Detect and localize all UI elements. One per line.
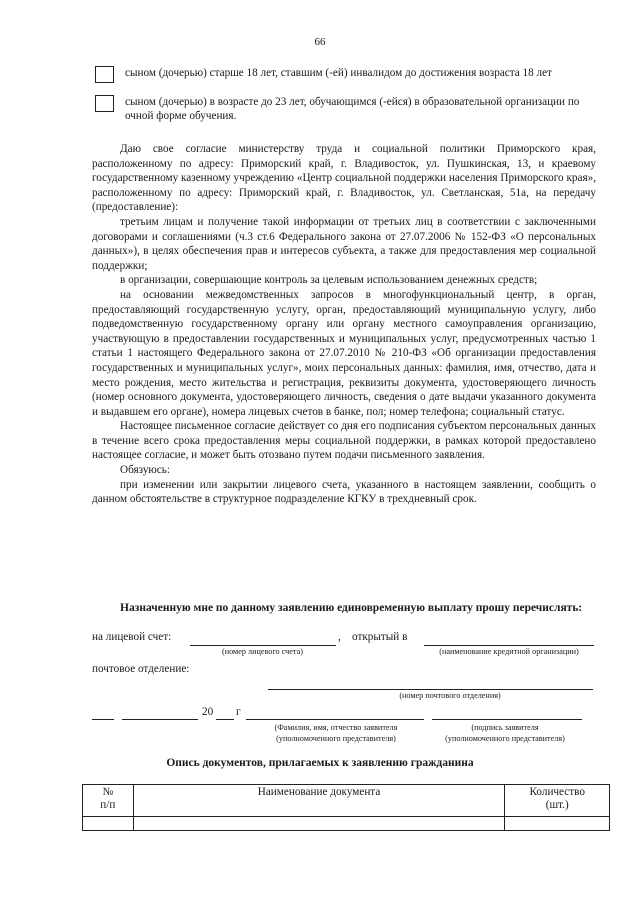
checkbox[interactable] [95,66,114,83]
applicant-signature-field[interactable] [432,719,582,720]
account-caption: (номер лицевого счета) [222,647,303,656]
consent-paragraph: при изменении или закрытии лицевого счета, указанного в настоящем заявлении, сообщить о данном обстоятельстве в структурное подразделение КГКУ в трехдневный срок. [92,478,596,506]
documents-table [82,784,610,831]
name-caption-1: (Фамилия, имя, отчество заявителя [274,723,398,732]
opened-in-label: открытый в [352,631,408,643]
row-number-cell[interactable] [83,817,134,831]
consent-paragraph: Настоящее письменное согласие действует со дня его подписания субъектом персональных данных в течение всего срока предоставления меры социальной поддержки, в рамках которой предоставлено настоящее согласие, и может быть отозвано путем подачи письменного заявления. [92,420,596,462]
col-number-header [83,785,134,817]
bank-name-field[interactable] [424,645,594,646]
bank-caption: (наименование кредитной организации) [439,647,579,656]
date-month-field[interactable] [122,719,198,720]
table-header-row [83,785,610,817]
consent-paragraph: третьим лицам и получение такой информации от третьих лиц в соответствии с заключенными договорами и соглашениями (ч.3 ст.6 Федерального закона от 27.07.2006 № 152-ФЗ «О персональных данных»), в целях обеспечения прав и интересов субъекта, а также для предоставления мер социальной поддержки; [92,215,596,272]
date-year-suffix: г [236,706,241,718]
consent-paragraph: на основании межведомственных запросов в многофункциональный центр, в орган, предоставляющий государственную услугу, орган, предоставляющий муниципальную услугу, либо подведомственную государственному органу или органу местного самоуправления организацию, участвующую в предоставлении государственных и муниципальных услуг, предусмотренных частью 1 статьи 1 настоящего Федерального закона от 27.07.2010 № 210-ФЗ «Об организации предоставления государственных и муниципальных услуг», моих персональных данных: фамилия, имя, отчество, дата и место рождения, место жительства и регистрация, реквизиты документа, удостоверяющего личность (номер основного документа, удостоверяющего личность, сведения о дате выдачи указанного документа и выдавшем его органе), номера лицевых счетов в банке, пол; номер телефона; социальный статус. [92,288,596,418]
col-quantity-header [505,785,610,817]
payment-heading: Назначенную мне по данному заявлению единовременную выплату прошу перечислять: [120,602,583,614]
page-number: 66 [314,36,326,48]
consent-paragraph: Обязуюсь: [120,464,170,477]
sign-caption-2: (уполномоченного представителя) [445,734,565,743]
post-office-label: почтовое отделение: [92,663,190,675]
post-office-field[interactable] [268,689,593,690]
inventory-title: Опись документов, прилагаемых к заявлению гражданина [166,757,474,769]
post-office-caption: (номер почтового отделения) [399,691,501,700]
consent-paragraph: в организации, совершающие контроль за целевым использованием денежных средств; [120,274,538,287]
col-number-line-1: № [102,786,114,798]
checkbox-label: сыном (дочерью) старше 18 лет, ставшим (-ей) инвалидом до достижения возраста 18 лет [125,67,552,79]
account-label: на лицевой счет: [92,631,172,643]
date-year-prefix: 20 [202,706,214,718]
checkbox[interactable] [95,95,114,112]
consent-paragraph: Даю свое согласие министерству труда и социальной политики Приморского края, расположенному по адресу: Приморский край, г. Владивосток, ул. Пушкинская, 13, и краевому государственному казенному учреждению «Центр социальной поддержки населения Приморского края», расположенному по адресу: Приморский край, г. Владивосток, ул. Светланская, 51а, на передачу (предоставление): [92,143,596,214]
sign-caption-1: (подпись заявителя [471,723,539,732]
date-year-field[interactable] [216,719,234,720]
col-number-line-2: п/п [100,799,116,811]
name-caption-2: (уполномоченного представителя) [276,734,396,743]
account-comma: , [338,631,341,643]
consent-text [92,142,596,507]
applicant-name-field[interactable] [246,719,424,720]
row-quantity-cell[interactable] [505,817,610,831]
account-number-field[interactable] [190,645,336,646]
date-day-field[interactable] [92,719,114,720]
col-quantity-line-2: (шт.) [545,799,569,811]
table-row [83,817,610,831]
row-document-name-cell[interactable] [133,817,505,831]
col-document-name-header: Наименование документа [133,785,505,817]
checkbox-label: сыном (дочерью) в возрасте до 23 лет, обучающимся (-ейся) в образовательной организации по очной форме обучения. [125,96,580,122]
col-quantity-line-1: Количество [529,786,585,798]
